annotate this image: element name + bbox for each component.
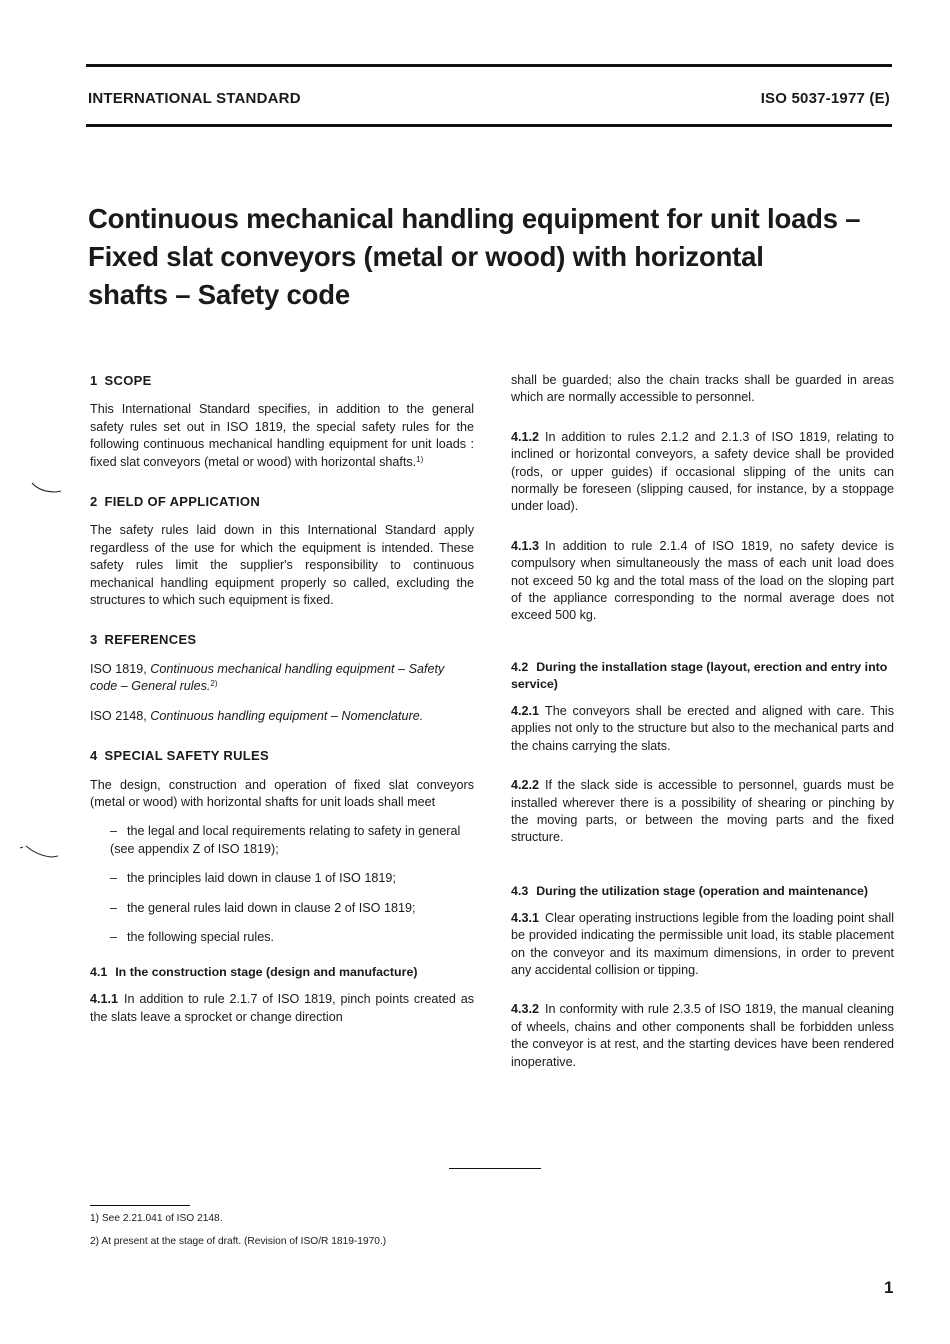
paragraph: The safety rules laid down in this International Standard apply regardless of the use for which the equipment is intended. These safety rules limit the supplier's responsibility to continuous mechanical handling equipment properly so called, excluding the structures to which such equipment is fixed. bbox=[90, 523, 474, 608]
header-standard-number: ISO 5037-1977 (E) bbox=[760, 90, 890, 107]
paragraph: 4.1.1 In addition to rule 2.1.7 of ISO 1819, pinch points created as the slats leave a sprocket or change direction bbox=[90, 992, 474, 1024]
paragraph: shall be guarded; also the chain tracks shall be guarded in areas which are normally accessible to personnel. bbox=[511, 373, 894, 405]
section-heading: 4 SPECIAL SAFETY RULES bbox=[90, 748, 269, 764]
paragraph: The design, construction and operation of fixed slat conveyors (metal or wood) with horizontal shafts for unit loads shall meet bbox=[90, 777, 474, 809]
footnote-rule bbox=[90, 1205, 190, 1206]
header-document-type: INTERNATIONAL STANDARD bbox=[88, 90, 301, 107]
section-heading: 3 REFERENCES bbox=[90, 632, 197, 648]
footnote: 2) At present at the stage of draft. (Revision of ISO/R 1819-1970.) bbox=[90, 1236, 387, 1247]
title-line: shafts – Safety code bbox=[88, 279, 350, 310]
section-heading: 1 SCOPE bbox=[90, 373, 152, 388]
footnote-ref: 1) bbox=[416, 454, 424, 464]
centre-separator bbox=[449, 1168, 541, 1169]
paragraph: 4.1.3 In addition to rule 2.1.4 of ISO 1819, no safety device is compulsory when simultaneously the mass of each unit load does not exceed 50 kg and the total mass of the load on the sloping part of the appliance corresponding to the normal average does not exceed 500 kg. bbox=[511, 538, 894, 623]
header-top-rule bbox=[86, 64, 892, 67]
right-column bbox=[511, 372, 894, 1083]
paragraph: 4.2.1 The conveyors shall be erected and aligned with care. This applies not only to the structure but also to the mechanical parts and the chains carrying the slats. bbox=[511, 703, 894, 753]
reference: ISO 2148, Continuous handling equipment – Nomenclature. bbox=[90, 708, 424, 723]
list-item: – the principles laid down in clause 1 of ISO 1819; bbox=[110, 871, 396, 886]
list-item: – the following special rules. bbox=[110, 929, 275, 944]
title-line: Fixed slat conveyors (metal or wood) with horizontal bbox=[88, 241, 764, 272]
margin-mark bbox=[18, 842, 62, 862]
header-bottom-rule bbox=[86, 124, 892, 127]
subsection-heading: 4.1 In the construction stage (design and manufacture) bbox=[90, 965, 418, 980]
left-column bbox=[90, 372, 474, 1038]
list-item: – the legal and local requirements relating to safety in general (see appendix Z of ISO 1819); bbox=[110, 824, 461, 856]
page-number: 1 bbox=[884, 1278, 894, 1297]
subsection-heading: 4.2 During the installation stage (layout, erection and entry into service) bbox=[511, 659, 888, 691]
document-title bbox=[88, 200, 888, 314]
margin-mark bbox=[30, 480, 64, 496]
footnote: 1) See 2.21.041 of ISO 2148. bbox=[90, 1213, 223, 1224]
reference: ISO 1819, Continuous mechanical handling equipment – Safety code – General rules.$^{2)}$ bbox=[90, 661, 445, 694]
section-heading: 2 FIELD OF APPLICATION bbox=[90, 494, 261, 510]
paragraph: This International Standard specifies, in addition to the general safety rules set out in ISO 1819, the special safety rules for the following continuous mechanical handling equipment for unit loads : fixed slat conveyors (metal or wood) with horizontal shafts.$^{1)}$ bbox=[90, 402, 474, 469]
list-item: – the general rules laid down in clause 2 of ISO 1819; bbox=[110, 900, 416, 915]
paragraph: 4.3.2 In conformity with rule 2.3.5 of ISO 1819, the manual cleaning of wheels, chains and other components shall be forbidden unless the conveyor is at rest, and the starting devices have been rendered inoperative. bbox=[511, 1002, 894, 1069]
paragraph: 4.1.2 In addition to rules 2.1.2 and 2.1.3 of ISO 1819, relating to inclined or horizontal conveyors, a safety device shall be provided (rods, or upper guides) if occasional slipping of the units can normally be foreseen (slipping caused, for instance, by a stoppage under load). bbox=[511, 429, 894, 514]
paragraph: 4.3.1 Clear operating instructions legible from the loading point shall be provided indicating the permissible unit load, its stable placement on the conveyor and its maximum dimensions, in order to prevent any accidental collision or tipping. bbox=[511, 910, 894, 977]
paragraph: 4.2.2 If the slack side is accessible to personnel, guards must be installed wherever there is a possibility of shearing or pinching by the moving parts, or between the moving parts and the fixed structure. bbox=[511, 778, 894, 845]
footnote-ref: 2) bbox=[210, 679, 218, 689]
title-line: Continuous mechanical handling equipment for unit loads – bbox=[88, 203, 861, 234]
subsection-heading: 4.3 During the utilization stage (operation and maintenance) bbox=[511, 883, 869, 898]
